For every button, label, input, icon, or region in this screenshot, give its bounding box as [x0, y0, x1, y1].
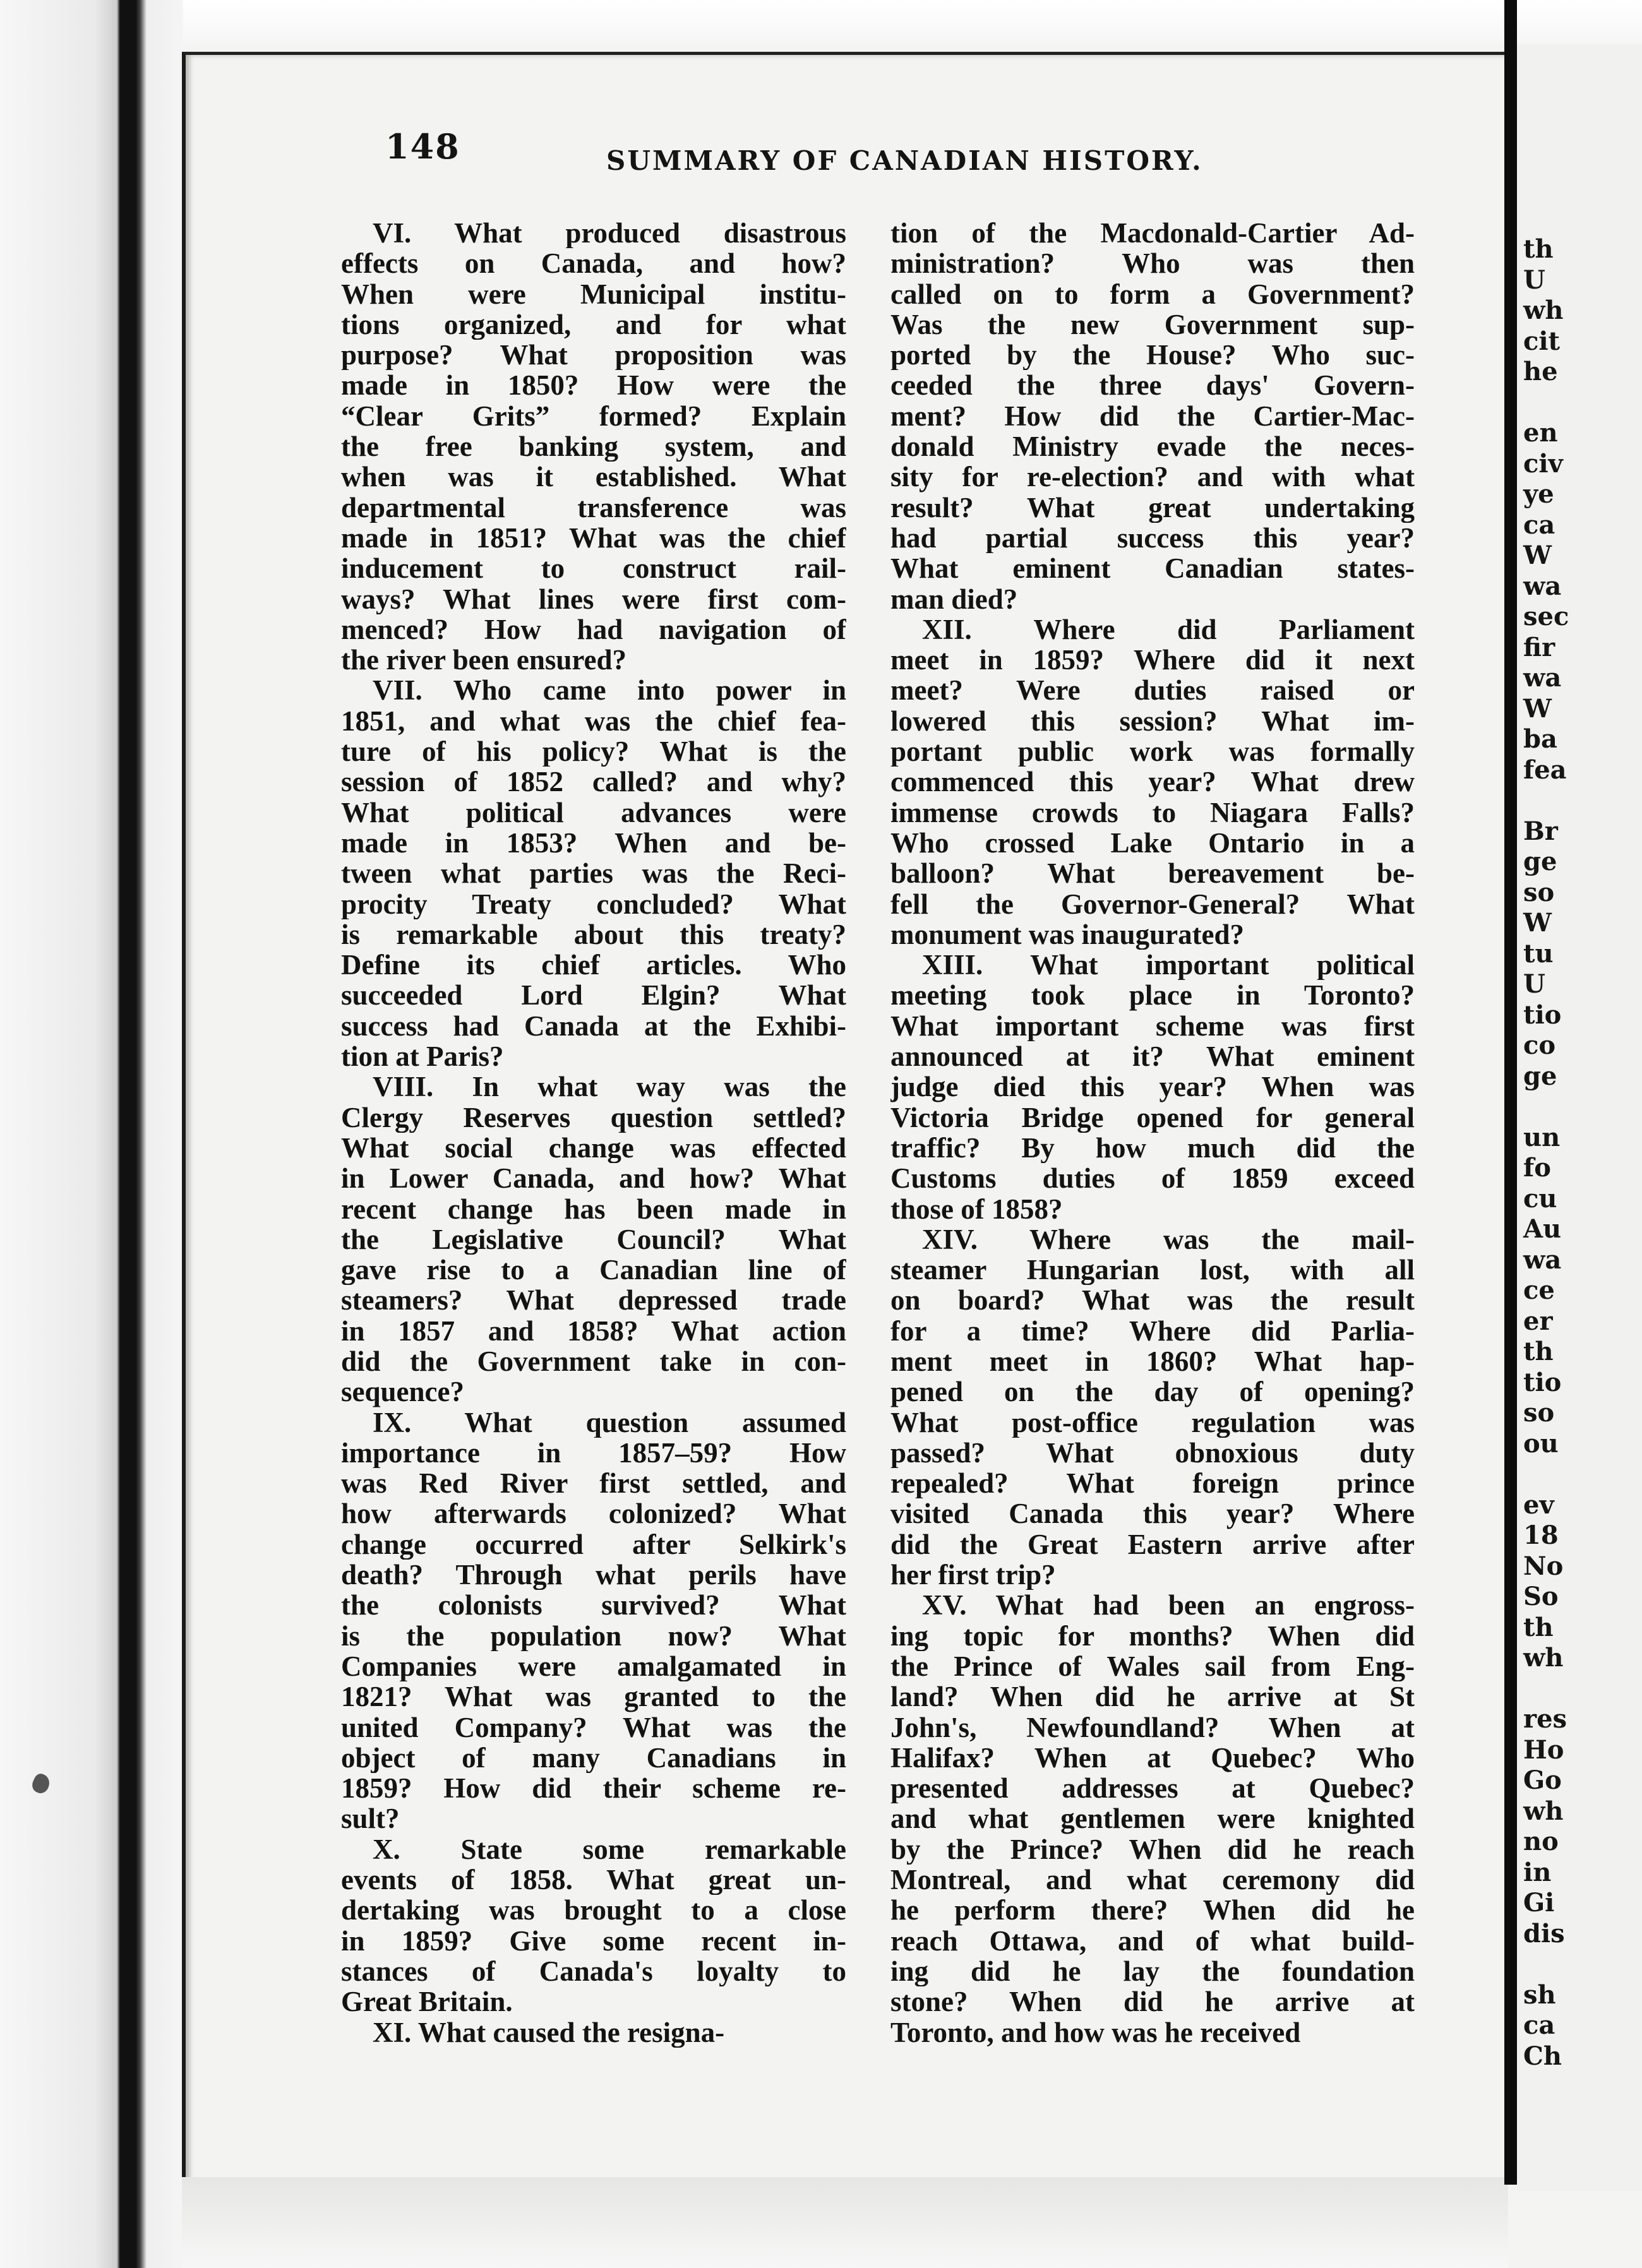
text-line: Clergy Reserves question settled?	[341, 1102, 846, 1133]
text-line: sity for re-election? and with what	[890, 462, 1415, 492]
facing-page-fragment: ba	[1523, 724, 1557, 754]
text-line: did the Government take in con-	[341, 1346, 846, 1377]
text-line: Halifax? When at Quebec? Who	[890, 1742, 1415, 1774]
text-line: Define its chief articles. Who	[341, 950, 846, 981]
facing-page-fragment: co	[1523, 1030, 1556, 1060]
facing-page-fragment: ca	[1523, 510, 1555, 540]
text-line: What important scheme was first	[890, 1010, 1415, 1042]
facing-page-fragment: Br	[1523, 816, 1558, 846]
text-line: procity Treaty concluded? What	[341, 888, 846, 919]
facing-page-fragment: fir	[1523, 632, 1555, 662]
text-line: repealed? What foreign prince	[890, 1468, 1415, 1499]
left-text-column	[341, 218, 846, 2048]
text-line: tion at Paris?	[341, 1041, 504, 1072]
text-line: monument was inaugurated?	[890, 919, 1245, 950]
text-line: in 1859? Give some recent in-	[341, 1925, 846, 1956]
text-line: is the population now? What	[341, 1620, 846, 1651]
text-line: dertaking was brought to a close	[341, 1895, 846, 1926]
text-line: made in 1853? When and be-	[341, 827, 846, 859]
facing-page-fragment: tio	[1523, 1000, 1562, 1030]
facing-page-fragment: wh	[1523, 1796, 1564, 1826]
text-line: “Clear Grits” formed? Explain	[341, 400, 846, 432]
text-line: Montreal, and what ceremony did	[890, 1865, 1415, 1895]
text-line: XI. What caused the resigna-	[373, 2017, 725, 2048]
text-line: ment meet in 1860? What hap-	[890, 1346, 1415, 1377]
facing-page-fragment: in	[1523, 1857, 1552, 1887]
text-line: ported by the House? Who suc-	[890, 340, 1415, 371]
text-line: VI. What produced disastrous	[373, 218, 846, 249]
facing-page-fragment: Au	[1523, 1214, 1562, 1244]
text-line: announced at it? What eminent	[890, 1041, 1415, 1072]
facing-page-fragment: ge	[1523, 1061, 1557, 1091]
facing-page-fragment: Gi	[1523, 1888, 1555, 1918]
text-line: fell the Governor-General? What	[890, 888, 1415, 919]
facing-page-fragment: No	[1523, 1551, 1564, 1581]
text-line: immense crowds to Niagara Falls?	[890, 797, 1415, 828]
facing-page-fragment: U	[1523, 265, 1545, 295]
facing-page-fragment: wh	[1523, 295, 1564, 325]
page-bottom-edge	[182, 2177, 1508, 2268]
text-line: ing topic for months? When did	[890, 1620, 1415, 1651]
text-line: change occurred after Selkirk's	[341, 1529, 846, 1560]
text-line: was Red River first settled, and	[341, 1468, 846, 1499]
facing-page-fragment: Go	[1523, 1765, 1562, 1795]
text-line: recent change has been made in	[341, 1193, 846, 1224]
facing-page-fragment: so	[1523, 877, 1555, 907]
text-line: IX. What question assumed	[373, 1407, 846, 1438]
text-line: land? When did he arrive at St	[890, 1681, 1415, 1712]
text-line: Who crossed Lake Ontario in a	[890, 827, 1415, 859]
text-line: Victoria Bridge opened for general	[890, 1102, 1415, 1133]
text-line: traffic? By how much did the	[890, 1132, 1415, 1164]
text-line: tween what parties was the Reci-	[341, 858, 846, 889]
facing-page-fragment: he	[1523, 357, 1558, 386]
facing-page-fragment: no	[1523, 1827, 1559, 1856]
text-line: he perform there? When did he	[890, 1895, 1415, 1926]
text-line: man died?	[890, 583, 1018, 614]
text-line: the colonists survived? What	[341, 1590, 846, 1621]
text-line: events of 1858. What great un-	[341, 1865, 846, 1895]
text-line: steamer Hungarian lost, with all	[890, 1255, 1415, 1286]
text-line: lowered this session? What im-	[890, 705, 1415, 737]
text-line: ing did he lay the foundation	[890, 1955, 1415, 1987]
facing-page-fragment: th	[1523, 234, 1554, 264]
facing-page-fragment: W	[1523, 540, 1552, 570]
text-line: death? Through what perils have	[341, 1560, 846, 1591]
text-line: result? What great undertaking	[890, 492, 1415, 523]
facing-page-fragment: tio	[1523, 1367, 1562, 1397]
facing-page-fragment: wh	[1523, 1643, 1564, 1673]
text-line: had partial success this year?	[890, 522, 1415, 554]
facing-page-fragment: Ho	[1523, 1734, 1564, 1765]
facing-page-fragment: wa	[1523, 571, 1562, 601]
text-line: the river been ensured?	[341, 645, 627, 676]
text-line: how afterwards colonized? What	[341, 1498, 846, 1529]
text-line: judge died this year? When was	[890, 1071, 1415, 1102]
text-line: visited Canada this year? Where	[890, 1498, 1415, 1529]
facing-page-fragment: ce	[1523, 1275, 1555, 1305]
facing-page-fragment: so	[1523, 1398, 1555, 1428]
text-line: John's, Newfoundland? When at	[890, 1712, 1415, 1743]
text-line: presented addresses at Quebec?	[890, 1773, 1415, 1804]
text-line: What social change was effected	[341, 1132, 846, 1164]
running-head: SUMMARY OF CANADIAN HISTORY.	[606, 145, 1203, 176]
text-line: inducement to construct rail-	[341, 553, 846, 584]
facing-page-fragment: sh	[1523, 1979, 1556, 2010]
text-line: ways? What lines were first com-	[341, 583, 846, 614]
text-line: the Prince of Wales sail from Eng-	[890, 1650, 1415, 1682]
facing-page-fragment: ye	[1523, 479, 1554, 509]
text-line: in Lower Canada, and how? What	[341, 1163, 846, 1194]
facing-page-fragment: civ	[1523, 448, 1563, 479]
text-line: the Legislative Council? What	[341, 1224, 846, 1255]
text-line: importance in 1857–59? How	[341, 1437, 846, 1469]
text-line: succeeded Lord Elgin? What	[341, 980, 846, 1011]
text-line: Customs duties of 1859 exceed	[890, 1163, 1415, 1194]
text-line: reach Ottawa, and of what build-	[890, 1925, 1415, 1956]
text-line: commenced this year? What drew	[890, 767, 1415, 797]
text-line: portant public work was formally	[890, 736, 1415, 767]
text-line: session of 1852 called? and why?	[341, 767, 846, 797]
text-line: 1851, and what was the chief fea-	[341, 705, 846, 737]
facing-page-fragment: sec	[1523, 602, 1569, 631]
text-line: effects on Canada, and how?	[341, 248, 846, 279]
text-line: in 1857 and 1858? What action	[341, 1315, 846, 1346]
text-line: Companies were amalgamated in	[341, 1650, 846, 1682]
facing-page-fragment: wa	[1523, 1244, 1562, 1275]
text-line: when was it established. What	[341, 462, 846, 492]
page-number: 148	[385, 126, 460, 167]
facing-page-fragment: So	[1523, 1582, 1559, 1611]
text-line: balloon? What bereavement be-	[890, 858, 1415, 889]
text-line: gave rise to a Canadian line of	[341, 1255, 846, 1286]
facing-page-fragment: th	[1523, 1337, 1554, 1366]
text-line: 1821? What was granted to the	[341, 1681, 846, 1712]
text-line: XII. Where did Parliament	[922, 614, 1415, 645]
text-line: 1859? How did their scheme re-	[341, 1773, 846, 1804]
text-line: Toronto, and how was he received	[890, 2017, 1301, 2048]
facing-page-fragment: un	[1523, 1122, 1561, 1152]
text-line: is remarkable about this treaty?	[341, 919, 846, 950]
facing-page-fragment: dis	[1523, 1918, 1565, 1949]
text-line: tion of the Macdonald-Cartier Ad-	[890, 218, 1415, 249]
scan-top-margin	[0, 0, 1642, 44]
text-line: VII. Who came into power in	[373, 675, 846, 706]
text-line: ment? How did the Cartier-Mac-	[890, 400, 1415, 432]
text-line: sult?	[341, 1803, 400, 1834]
facing-page-fragment: th	[1523, 1612, 1554, 1642]
text-line: those of 1858?	[890, 1193, 1063, 1224]
text-line: success had Canada at the Exhibi-	[341, 1010, 846, 1042]
text-line: object of many Canadians in	[341, 1742, 846, 1774]
text-line: XIII. What important political	[922, 950, 1415, 981]
facing-page-fragment: 18	[1523, 1520, 1559, 1550]
text-line: sequence?	[341, 1376, 464, 1407]
facing-page-fragment: fea	[1523, 755, 1567, 785]
text-line: What eminent Canadian states-	[890, 553, 1415, 584]
text-line: purpose? What proposition was	[341, 340, 846, 371]
facing-page-fragment: wa	[1523, 663, 1562, 693]
text-line: departmental transference was	[341, 492, 846, 523]
text-line: What post-office regulation was	[890, 1407, 1415, 1438]
facing-page-fragment: W	[1523, 693, 1552, 724]
text-line: ceeded the three days' Govern-	[890, 370, 1415, 401]
right-text-column	[890, 218, 1415, 2048]
text-line: for a time? Where did Parlia-	[890, 1315, 1415, 1346]
text-line: Great Britain.	[341, 1986, 513, 2017]
text-line: made in 1850? How were the	[341, 370, 846, 401]
text-line: ministration? Who was then	[890, 248, 1415, 279]
facing-page-fragment: cu	[1523, 1183, 1557, 1214]
text-line: made in 1851? What was the chief	[341, 522, 846, 554]
text-line: When were Municipal institu-	[341, 278, 846, 309]
text-line: tions organized, and for what	[341, 309, 846, 340]
text-line: steamers? What depressed trade	[341, 1285, 846, 1316]
text-line: stone? When did he arrive at	[890, 1986, 1415, 2017]
text-line: X. State some remarkable	[373, 1834, 846, 1865]
text-line: did the Great Eastern arrive after	[890, 1529, 1415, 1560]
facing-page-fragment: ca	[1523, 2010, 1555, 2040]
facing-page-fragment: tu	[1523, 938, 1554, 969]
facing-page-fragment: ge	[1523, 847, 1557, 876]
text-line: donald Ministry evade the neces-	[890, 431, 1415, 462]
facing-page	[1517, 44, 1642, 2191]
facing-page-fragment: Ch	[1523, 2041, 1562, 2071]
facing-page-fragment: er	[1523, 1306, 1553, 1336]
text-line: XV. What had been an engross-	[922, 1590, 1415, 1621]
facing-page-fragment: en	[1523, 418, 1558, 448]
scan-left-edge	[0, 0, 183, 2268]
text-line: her first trip?	[890, 1560, 1056, 1591]
text-line: meet? Were duties raised or	[890, 675, 1415, 706]
facing-page-fragment: W	[1523, 908, 1552, 938]
text-line: united Company? What was the	[341, 1712, 846, 1743]
text-line: meet in 1859? Where did it next	[890, 645, 1415, 676]
facing-page-fragment: fo	[1523, 1153, 1551, 1183]
facing-page-fragment: res	[1523, 1704, 1567, 1734]
facing-page-fragment: U	[1523, 969, 1545, 999]
text-line: passed? What obnoxious duty	[890, 1437, 1415, 1469]
text-line: What political advances were	[341, 797, 846, 828]
text-line: by the Prince? When did he reach	[890, 1834, 1415, 1865]
text-line: called on to form a Government?	[890, 278, 1415, 309]
text-line: and what gentlemen were knighted	[890, 1803, 1415, 1834]
book-gutter	[1504, 0, 1517, 2185]
facing-page-fragment: ou	[1523, 1428, 1559, 1459]
text-line: the free banking system, and	[341, 431, 846, 462]
text-line: Was the new Government sup-	[890, 309, 1415, 340]
text-line: on board? What was the result	[890, 1285, 1415, 1316]
text-line: meeting took place in Toronto?	[890, 980, 1415, 1011]
text-line: stances of Canada's loyalty to	[341, 1955, 846, 1987]
facing-page-fragment: ev	[1523, 1489, 1554, 1520]
text-line: VIII. In what way was the	[373, 1071, 846, 1102]
text-line: ture of his policy? What is the	[341, 736, 846, 767]
text-line: pened on the day of opening?	[890, 1376, 1415, 1407]
text-line: XIV. Where was the mail-	[922, 1224, 1415, 1255]
facing-page-fragment: cit	[1523, 326, 1561, 356]
text-line: menced? How had navigation of	[341, 614, 846, 645]
